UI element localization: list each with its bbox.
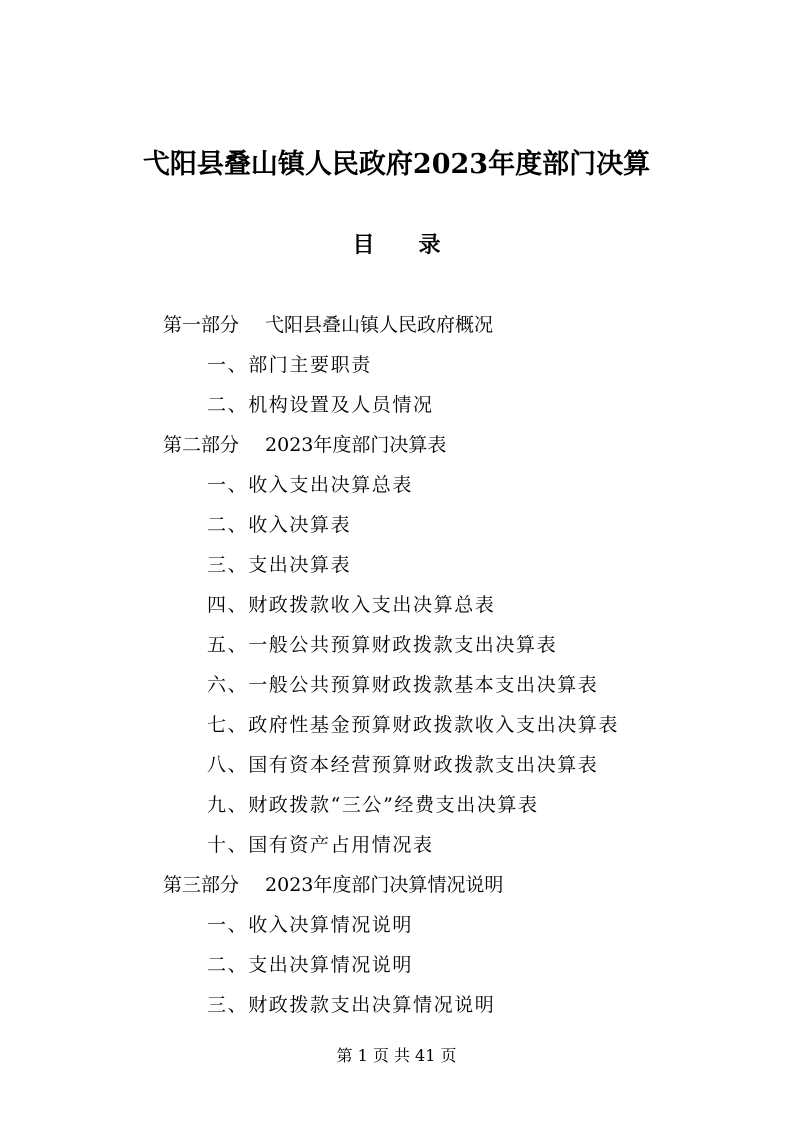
toc-item: 七、政府性基金预算财政拨款收入支出决算表 xyxy=(207,714,620,736)
toc-heading-right: 录 xyxy=(418,232,441,258)
toc-item: 一、部门主要职责 xyxy=(207,354,372,376)
toc-part-label: 第二部分 xyxy=(163,434,240,456)
toc-item: 十、国有资产占用情况表 xyxy=(207,834,434,856)
toc-item: 三、财政拨款支出决算情况说明 xyxy=(207,994,496,1016)
toc-item: 二、机构设置及人员情况 xyxy=(207,394,434,416)
toc-item: 一、收入决算情况说明 xyxy=(207,914,414,936)
page-footer: 第 1 页 共 41 页 xyxy=(336,1046,457,1065)
toc-heading xyxy=(0,228,793,259)
toc-part-label: 第三部分 xyxy=(163,874,240,896)
toc-item: 二、支出决算情况说明 xyxy=(207,954,414,976)
toc-part-1 xyxy=(0,305,793,345)
document-title: 弋阳县叠山镇人民政府2023年度部门决算 xyxy=(142,149,651,180)
table-of-contents xyxy=(0,305,793,1025)
toc-item: 一、收入支出决算总表 xyxy=(207,474,414,496)
toc-part-text: 2023年度部门决算情况说明 xyxy=(265,874,504,896)
toc-part-2 xyxy=(0,425,793,465)
toc-item: 二、收入决算表 xyxy=(207,514,352,536)
toc-item: 三、支出决算表 xyxy=(207,554,352,576)
toc-heading-left: 目 xyxy=(352,232,375,258)
toc-part-3 xyxy=(0,865,793,905)
toc-item: 五、一般公共预算财政拨款支出决算表 xyxy=(207,634,558,656)
toc-part-text: 2023年度部门决算表 xyxy=(265,434,447,456)
toc-item: 六、一般公共预算财政拨款基本支出决算表 xyxy=(207,674,599,696)
toc-item: 九、财政拨款“三公”经费支出决算表 xyxy=(207,794,539,816)
toc-part-text: 弋阳县叠山镇人民政府概况 xyxy=(265,314,494,336)
toc-part-label: 第一部分 xyxy=(163,314,240,336)
toc-item: 四、财政拨款收入支出决算总表 xyxy=(207,594,496,616)
toc-item: 八、国有资本经营预算财政拨款支出决算表 xyxy=(207,754,599,776)
